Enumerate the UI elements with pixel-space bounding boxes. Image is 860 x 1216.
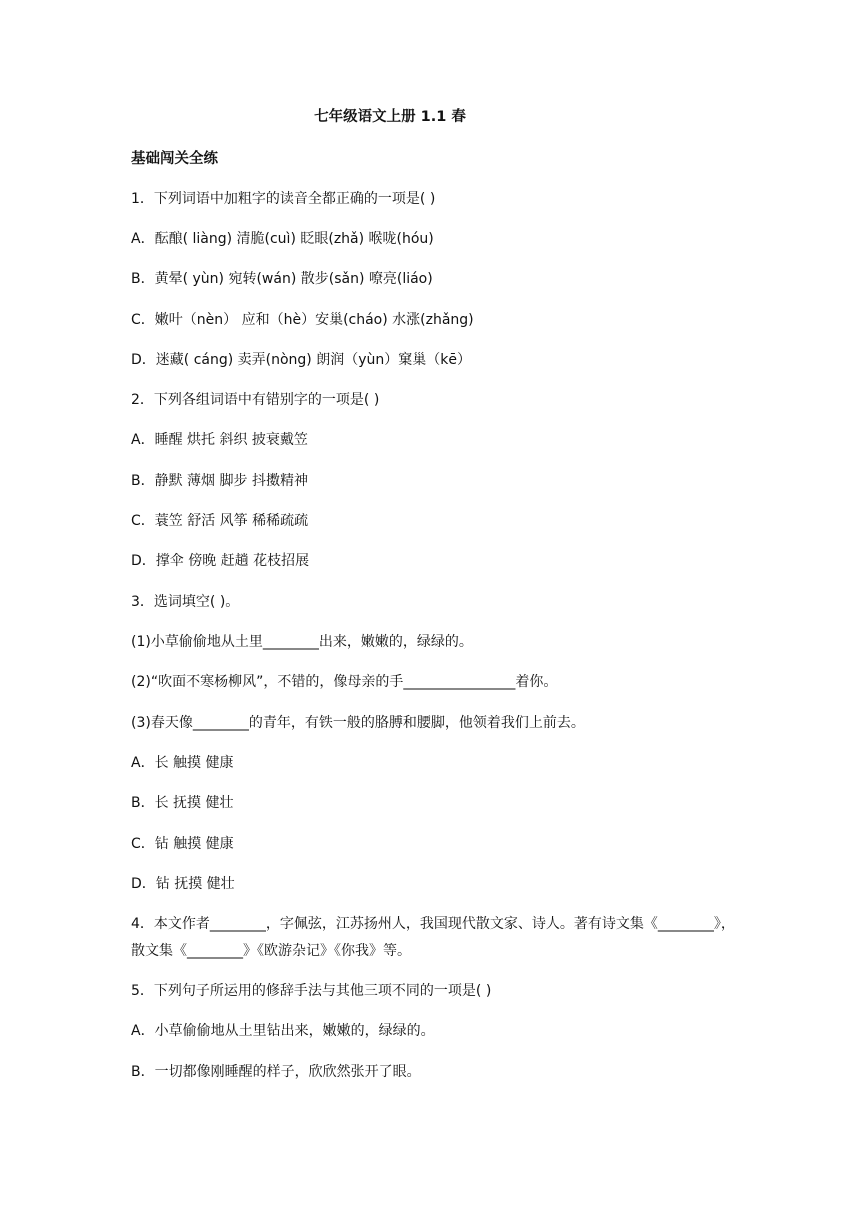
question-3-sentence-2: (2)“吹面不寒杨柳风”，不错的，像母亲的手________________着你。 — [131, 674, 558, 690]
section-heading: 基础闯关全练 — [131, 151, 218, 167]
question-3-sentence-3: (3)春天像________的青年，有铁一般的胳膊和腰脚，他领着我们上前去。 — [131, 715, 585, 731]
question-5-stem: 5．下列句子所运用的修辞手法与其他三项不同的一项是( ) — [131, 983, 492, 999]
question-3-option-a: A．长 触摸 健康 — [131, 755, 234, 771]
question-2-option-d: D．撑伞 傍晚 赶趟 花枝招展 — [131, 553, 310, 569]
question-1-option-a: A．酝酿( liàng) 清脆(cuì) 眨眼(zhǎ) 喉咙(hóu) — [131, 231, 434, 247]
question-1-option-d: D．迷藏( cáng) 卖弄(nòng) 朗润（yùn）窠巢（kē） — [131, 352, 471, 368]
question-4-line-2: 散文集《________》《欧游杂记》《你我》等。 — [131, 943, 411, 959]
question-1-option-b: B．黄晕( yùn) 宛转(wán) 散步(sǎn) 嘹亮(liáo) — [131, 271, 433, 287]
question-4-line-1: 4．本文作者________，字佩弦，江苏扬州人，我国现代散文家、诗人。著有诗文集《________》， — [131, 916, 735, 932]
question-2-option-a: A．睡醒 烘托 斜织 披衰戴笠 — [131, 432, 308, 448]
question-2-stem: 2．下列各组词语中有错别字的一项是( ) — [131, 392, 380, 408]
question-2-option-c: C．蓑笠 舒活 风筝 稀稀疏疏 — [131, 513, 309, 529]
question-3-option-d: D．钻 抚摸 健壮 — [131, 876, 235, 892]
question-5-option-b: B．一切都像刚睡醒的样子，欣欣然张开了眼。 — [131, 1064, 421, 1080]
question-3-sentence-1: (1)小草偷偷地从土里________出来，嫩嫩的，绿绿的。 — [131, 634, 473, 650]
question-1-stem: 1．下列词语中加粗字的读音全都正确的一项是( ) — [131, 191, 436, 207]
question-1-option-c: C．嫩叶（nèn） 应和（hè）安巢(cháo) 水涨(zhǎng) — [131, 312, 474, 328]
question-3-stem: 3．选词填空( )。 — [131, 594, 240, 610]
question-5-option-a: A．小草偷偷地从土里钻出来，嫩嫩的，绿绿的。 — [131, 1023, 435, 1039]
question-2-option-b: B．静默 薄烟 脚步 抖擞精神 — [131, 473, 308, 489]
document-title: 七年级语文上册 1.1 春 — [314, 109, 466, 125]
question-3-option-b: B．长 抚摸 健壮 — [131, 795, 234, 811]
question-3-option-c: C．钻 触摸 健康 — [131, 836, 234, 852]
